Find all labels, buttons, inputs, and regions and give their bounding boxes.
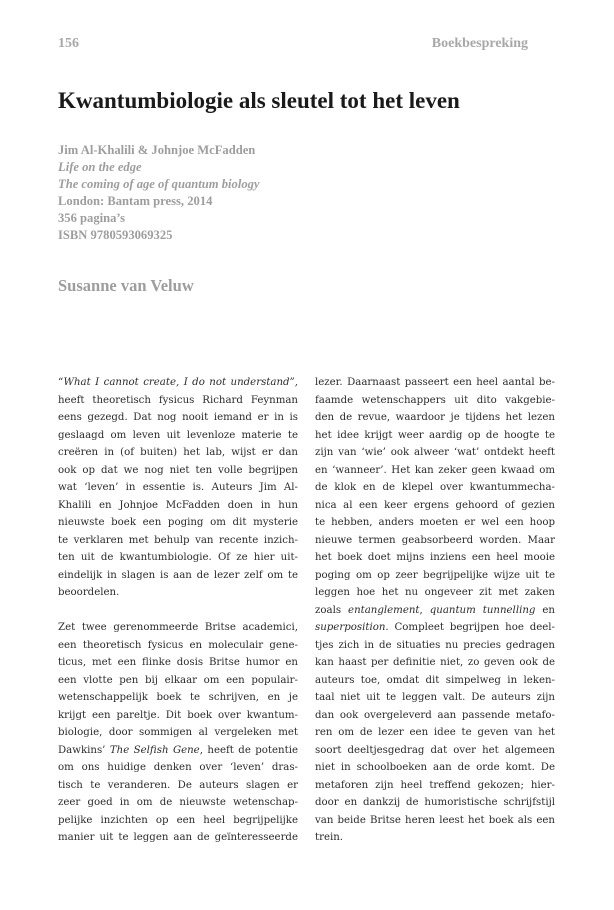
article-title: Kwantumbiologie als sleutel tot het leven	[58, 88, 460, 113]
feynman-quote: “What I cannot create, I do not understand”,	[58, 377, 298, 388]
book-publisher: London: Bantam press, 2014	[58, 194, 213, 208]
text-line: ook op dat we nog niet ten volle begrijpen	[58, 464, 298, 476]
text-run: Dawkins’	[58, 744, 110, 756]
text-line	[315, 619, 555, 637]
text-line: het idee krijgt weer aardig op de hoogte te	[315, 429, 555, 441]
text-line: pelijke inzichten op een heel begrijpelijke	[58, 814, 298, 826]
text-line: nieuwste boek een poging om dit mysterie	[58, 517, 298, 528]
text-line: faamde wetenschappers uit dito vakgebie-	[315, 394, 555, 406]
text-line: trein.	[315, 832, 344, 843]
text-line: zijn van ‘wie’ ook alweer ‘wat’ ontdekt heeft	[315, 447, 555, 458]
text-line: door en dankzij de humoristische schrijfstijl	[315, 797, 555, 808]
text-line: heeft theoretisch fysicus Richard Feynman	[58, 394, 298, 406]
text-line	[315, 602, 555, 620]
text-line: nica al een keer ergens gehoord of gezien	[315, 499, 555, 511]
text-line: wat ‘leven’ in essentie is. Auteurs Jim Al-	[58, 482, 298, 493]
text-line: te hebben, anders moeten er wel een hoop	[315, 517, 555, 528]
text-line: poging om op zeer begrijpelijke wijze uit te	[315, 569, 555, 581]
text-line: nieuwe termen geabsorbeerd worden. Maar	[315, 534, 555, 546]
text-line: beoordelen.	[58, 587, 120, 598]
text-line: lezer. Daarnaast passeert een heel aantal be-	[315, 377, 555, 388]
text-run: , heeft de potentie	[199, 744, 298, 756]
text-line: tjes zich in de situaties nu precies gedragen	[315, 639, 555, 651]
text-line: zeer goed in om de nieuwste wetenschap-	[58, 797, 298, 808]
text-line: eens gezegd. Dat nog nooit iemand er in is	[58, 412, 298, 423]
right-column	[315, 374, 555, 847]
text-line: niet in schoolboeken aan de orde komt. De	[315, 762, 555, 773]
text-run: zoals	[315, 604, 349, 616]
book-pages: 356 pagina’s	[58, 211, 126, 225]
text-line: tisch te veranderen. De auteurs slagen er	[58, 779, 298, 791]
text-line: van beide Britse heren leest het boek als een	[315, 814, 555, 826]
text-line: creëren in (of buiten) het lab, wijst er dan	[58, 447, 298, 458]
book-authors: Jim Al-Khalili & Johnjoe McFadden	[58, 143, 256, 157]
text-line: krijgt een pareltje. Dit boek over kwantum-	[58, 709, 298, 721]
book-title: Life on the edge	[58, 160, 142, 174]
term-quantum-tunnelling: quantum tunnelling	[429, 604, 536, 616]
text-line: een theoretisch fysicus en moleculair gene-	[58, 639, 298, 651]
left-column	[58, 374, 298, 847]
selfish-gene-title: The Selfish Gene	[109, 744, 200, 756]
text-line: Khalili en Johnjoe McFadden doen in hun	[58, 499, 298, 511]
text-line: Zet twee gerenommeerde Britse academici,	[58, 622, 298, 633]
text-line: om ons huidige denken over ‘leven’ dras-	[58, 762, 298, 773]
text-line: een vlotte pen bij elkaar om een populair-	[58, 674, 298, 686]
paragraph-2-lines	[58, 619, 298, 847]
running-head	[58, 36, 528, 52]
section-name: Boekbespreking	[431, 36, 528, 51]
term-superposition: superposition	[315, 622, 386, 633]
text-line: dan ook overgeleverd aan passende metafo-	[315, 709, 555, 721]
text-run: ,	[419, 604, 430, 616]
text-line: taal niet uit te leggen valt. De auteurs zijn	[315, 692, 555, 703]
text-line	[58, 374, 298, 392]
text-line: soort deeltjesgedrag dat over het algemeen	[315, 744, 555, 756]
book-isbn: ISBN 9780593069325	[58, 228, 173, 242]
text-line: eindelijk in slagen is aan de lezer zelf om te	[58, 569, 298, 581]
text-line: ren om de lezer een idee te geven van het	[315, 727, 555, 738]
paragraph-1-lines	[58, 392, 298, 602]
text-line: den de revue, waardoor je tijdens het lezen	[315, 412, 555, 423]
text-line: geslaagd om leven uit levenloze materie te	[58, 429, 298, 441]
book-subtitle: The coming of age of quantum biology	[58, 177, 260, 191]
bibliography	[58, 142, 438, 244]
text-run: en	[535, 604, 555, 616]
text-line: te verklaren met behulp van recente inzich-	[58, 534, 298, 546]
reviewer-name: Susanne van Veluw	[58, 276, 194, 295]
text-line: de klok en de klepel over kwantummecha-	[315, 482, 555, 493]
text-line: metaforen zijn heel treffend gekozen; hier-	[315, 779, 555, 791]
text-line: auteurs toe, omdat dit simpelweg in leken-	[315, 674, 555, 686]
text-line: manier uit te leggen aan de geïnteresseerde	[58, 832, 298, 843]
text-line: ticus, met een flinke dosis Britse humor en	[58, 657, 298, 668]
text-line: leggen hoe het nu ongeveer zit met zaken	[315, 587, 555, 598]
text-line: en ‘wanneer’. Het kan zeker geen kwaad om	[315, 464, 555, 476]
text-line: biologie, door sommigen al vergeleken met	[58, 727, 298, 738]
text-run: . Compleet begrijpen hoe deel-	[385, 622, 555, 633]
paragraph-gap	[58, 602, 298, 620]
text-line: het boek doet mijns inziens een heel mooie	[315, 552, 555, 563]
page-number: 156	[58, 36, 79, 51]
text-line: kan haast per definitie niet, zo geven ook de	[315, 657, 555, 668]
text-line: wetenschappelijk boek te schrijven, en je	[58, 692, 298, 703]
text-line: ten uit de kwantumbiologie. Of ze hier uit-	[58, 552, 298, 563]
term-entanglement: entanglement	[348, 604, 420, 616]
text-line	[58, 742, 298, 760]
